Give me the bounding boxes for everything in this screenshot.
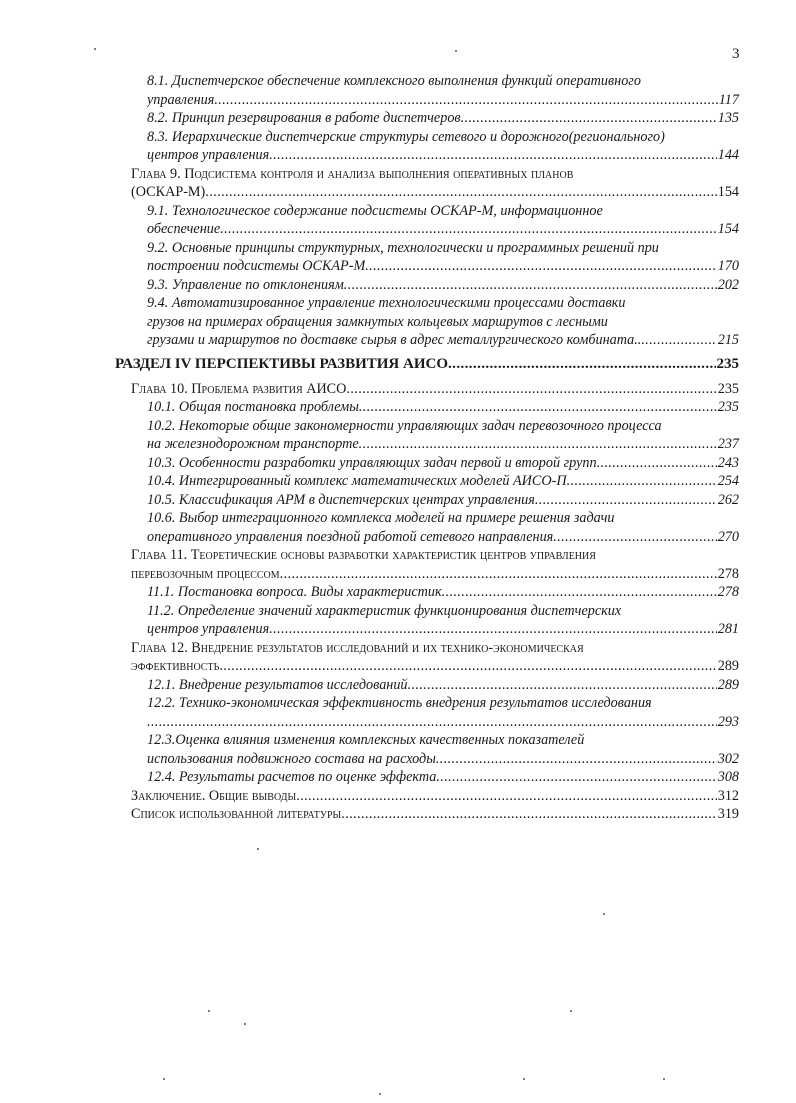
toc-entry-title-line: 9.1. Технологическое содержание подсистемы ОСКАР-М, информационное [147,202,603,219]
toc-entry-leader-line [147,454,739,473]
dot-leader [205,183,716,202]
toc-entry-title-line: 11.2. Определение значений характеристик функционирования диспетчерских [147,602,622,619]
toc-entry [131,239,739,276]
toc-entry-leader-line [131,657,739,676]
toc-entry-leader-line [131,787,739,806]
toc-entry [131,694,739,731]
toc-entry-leader-line [147,768,739,787]
toc-entry-title: 12.4. Результаты расчетов по оценке эффекта [147,769,437,785]
toc-entry-title: 8.2. Принцип резервирования в работе диспетчеров [147,110,461,126]
toc-entry-title: на железнодорожном транспорте [147,436,359,452]
toc-entry-title: Заключение. Общие выводы [131,787,297,804]
dot-leader [220,220,717,239]
toc-entry-leader-line [147,146,739,165]
toc-entry-title: обеспечение [147,221,221,237]
toc-entry [131,509,739,546]
toc-entry [131,731,739,768]
toc-entry-title: грузами и маршрутов по доставке сырья в адрес металлургического комбината.. [147,332,642,348]
toc-entry-page-number: 202 [717,276,739,293]
toc-entry-page-number: 235 [717,380,739,397]
toc-entry-title-line: 10.2. Некоторые общие закономерности управляющих задач перевозочного процесса [147,417,662,434]
toc-entry-title: 10.4. Интегрированный комплекс математических моделей АИСО-П [147,473,567,489]
toc-entry [131,109,739,128]
toc-entry [131,639,739,676]
toc-entry-leader-line [147,257,739,276]
scan-speck [455,50,457,52]
scan-speck [379,1093,381,1095]
toc-entry [131,128,739,165]
toc-entry-title: эффективность [131,658,220,674]
toc-entry-title: 10.1. Общая постановка проблемы [147,399,359,415]
scan-speck [163,1078,165,1080]
dot-leader [341,805,716,824]
toc-entry-title: управления [147,91,215,108]
toc-entry-title-line: 9.2. Основные принципы структурных, технологически и программных решений при [147,239,659,256]
toc-entry-leader-line [131,805,739,824]
toc-entry-page-number: 278 [717,565,739,582]
toc-entry-title-line: Глава 9. Подсистема контроля и анализа выполнения оперативных планов [131,165,574,182]
dot-leader [448,355,715,374]
toc-entry [131,472,739,491]
toc-entry-page-number: 154 [717,221,739,237]
dot-leader [553,528,716,547]
toc-entry-title-line: 12.2. Технико-экономическая эффективность внедрения результатов исследования [147,695,652,711]
toc-entry [131,417,739,454]
toc-entry-leader-line [147,398,739,417]
toc-entry-title: использования подвижного состава на расходы [147,750,436,767]
toc-entry-page-number: 135 [717,110,739,126]
toc-entry-title: построении подсистемы ОСКАР-М [147,258,366,274]
dot-leader [346,380,716,399]
toc-entry [131,805,739,824]
table-of-contents [115,72,739,824]
toc-entry-page-number: 289 [717,676,739,693]
toc-entry-leader-line [147,331,739,350]
toc-entry-leader-line [147,583,739,602]
toc-entry [131,276,739,295]
dot-leader [365,257,716,276]
toc-entry-title: перевозочным процессом [131,565,280,582]
toc-entry [131,546,739,583]
dot-leader [269,620,716,639]
toc-entry [131,491,739,510]
toc-entry-leader-line [131,380,739,399]
scan-speck [208,1010,210,1012]
toc-entry-page-number: 117 [718,91,739,108]
toc-entry-page-number: 289 [717,658,739,674]
toc-entry [131,583,739,602]
toc-entry-leader-line [147,276,739,295]
toc-entry-title: РАЗДЕЛ IV ПЕРСПЕКТИВЫ РАЗВИТИЯ АИСО [115,355,449,372]
scan-speck [570,1010,572,1012]
dot-leader [436,750,717,769]
toc-entry-leader-line [147,750,739,769]
toc-entry-leader-line [147,109,739,128]
page-number: 3 [732,46,740,62]
toc-entry-title-line: грузов на примерах обращения замкнутых кольцевых маршрутов с лесными [147,313,608,330]
toc-entry-page-number: 144 [717,147,739,163]
toc-entry-page-number: 308 [717,769,739,785]
toc-entry-title: Список использованной литературы [131,806,342,822]
toc-entry-leader-line [147,676,739,695]
dot-leader [219,657,716,676]
toc-entry-title: 10.3. Особенности разработки управляющих задач первой и второй групп [147,454,597,471]
toc-entry [131,202,739,239]
toc-entry-page-number: 235 [716,355,739,372]
toc-entry-page-number: 262 [717,491,739,508]
toc-entry-title: оперативного управления поездной работой сетевого направления [147,528,554,545]
toc-entry-page-number: 170 [717,258,739,274]
toc-entry [131,72,739,109]
toc-entry-leader-line [131,183,739,202]
toc-entry [115,355,739,374]
toc-entry-title-line: 9.4. Автоматизированное управление технологическими процессами доставки [147,295,626,311]
toc-entry-leader-line [147,220,739,239]
toc-entry-leader-line [147,435,739,454]
toc-entry-title: 10.5. Классификация АРМ в диспетчерских центрах управления [147,491,535,508]
scan-speck [523,1078,525,1080]
dot-leader [344,276,717,295]
toc-entry-title: 9.3. Управление по отклонениям [147,276,344,293]
toc-entry [131,454,739,473]
toc-entry-page-number: 237 [717,436,739,452]
toc-entry-title-line: 10.6. Выбор интеграционного комплекса моделей на примере решения задачи [147,510,615,526]
dot-leader [280,565,717,584]
toc-entry-page-number: 235 [717,399,739,415]
toc-entry-title-line: 8.1. Диспетчерское обеспечение комплексного выполнения функций оперативного [147,73,641,89]
toc-entry-title: (ОСКАР-М) [131,184,206,200]
toc-entry-title: центров управления [147,621,270,637]
toc-entry-page-number: 270 [717,528,739,545]
toc-entry-leader-line [131,565,739,584]
toc-entry-leader-line [147,91,739,110]
toc-entry-title: Глава 10. Проблема развития АИСО [131,380,347,397]
dot-leader [359,435,717,454]
dot-leader [359,398,717,417]
toc-entry [131,787,739,806]
toc-entry-page-number: 293 [717,713,739,730]
dot-leader [269,146,716,165]
toc-entry [131,768,739,787]
dot-leader [296,787,717,806]
toc-entry-leader-line [115,355,739,374]
toc-entry-title-line: 12.3.Оценка влияния изменения комплексных качественных показателей [147,732,585,748]
toc-entry-leader-line [147,620,739,639]
toc-entry-page-number: 281 [717,621,739,637]
dot-leader [442,583,717,602]
toc-entry-title-line: Глава 11. Теоретические основы разработки характеристик центров управления [131,547,596,563]
dot-leader [597,454,717,473]
dot-leader [436,768,716,787]
toc-entry-page-number: 278 [717,584,739,600]
toc-entry-leader-line [147,472,739,491]
scan-speck [663,1078,665,1080]
toc-entry [131,676,739,695]
toc-entry-page-number: 319 [717,806,739,822]
scan-speck [603,913,605,915]
dot-leader [408,676,717,695]
toc-entry-page-number: 254 [717,473,739,489]
dot-leader [641,331,716,350]
scan-speck [244,1023,246,1025]
toc-entry-title: 12.1. Внедрение результатов исследований [147,676,408,693]
toc-entry-title-line: Глава 12. Внедрение результатов исследований и их технико-экономическая [131,639,584,656]
toc-entry-title: центров управления [147,147,270,163]
scan-speck [257,848,259,850]
dot-leader [461,109,717,128]
dot-leader [147,713,717,732]
toc-entry-page-number: 312 [717,787,739,804]
toc-entry-page-number: 215 [717,332,739,348]
toc-entry [131,165,739,202]
toc-entry-leader-line [147,491,739,510]
toc-entry-page-number: 154 [717,184,739,200]
dot-leader [214,91,717,110]
toc-entry-title-line: 8.3. Иерархические диспетчерские структуры сетевого и дорожного(регионального) [147,128,665,145]
toc-entry-page-number: 243 [717,454,739,471]
dot-leader [535,491,717,510]
toc-entry-title: 11.1. Постановка вопроса. Виды характеристик [147,584,442,600]
toc-entry [131,398,739,417]
toc-entry [131,602,739,639]
scan-speck [94,48,96,50]
toc-entry-leader-line [147,713,739,732]
toc-entry-leader-line [147,528,739,547]
toc-entry [131,380,739,399]
toc-entry [131,294,739,350]
toc-entry-page-number: 302 [717,750,739,767]
dot-leader [567,472,717,491]
